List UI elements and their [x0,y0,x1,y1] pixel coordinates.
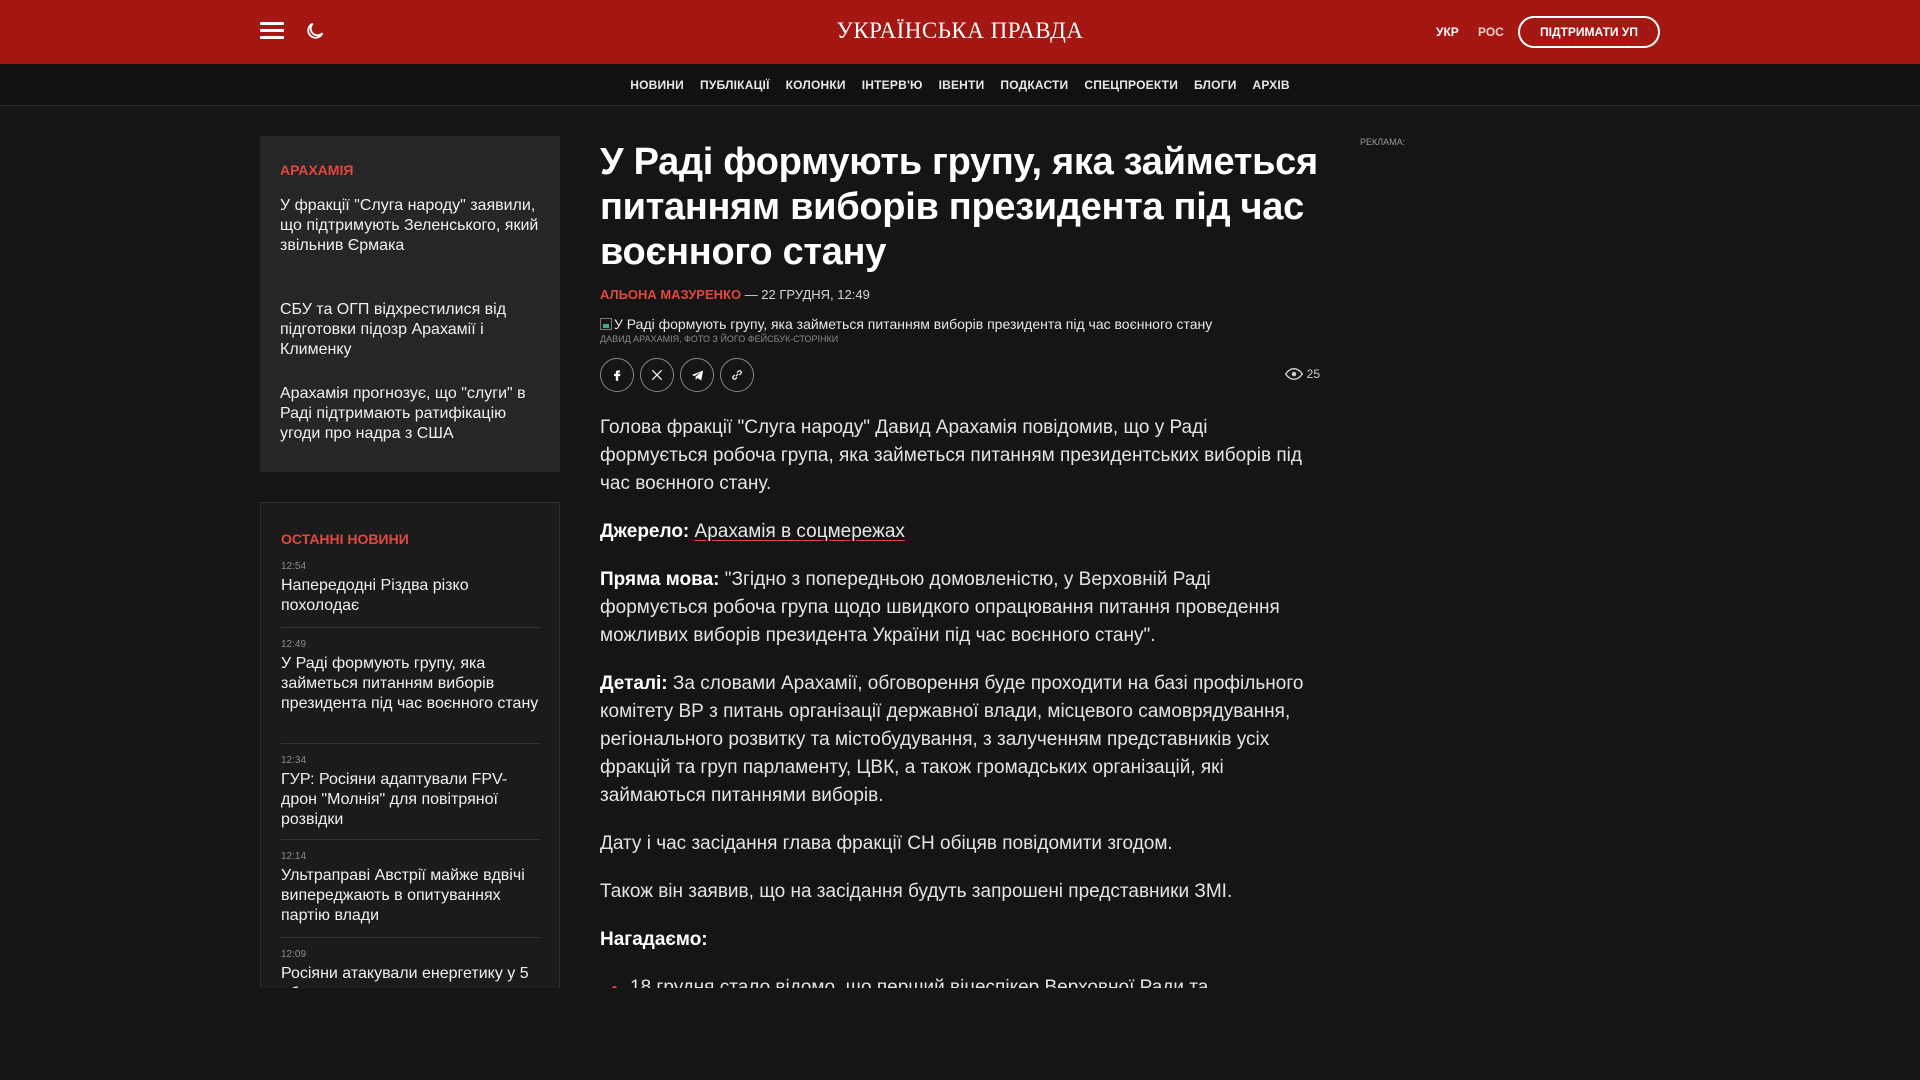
share-bar [600,358,1320,392]
news-time: 12:09 [281,949,307,960]
tag-item[interactable]: СБУ та ОГП відхрестилися від підготовки підозр Арахамії і Клименку [280,301,507,358]
paragraph: Дату і час засідання глава фракції СН обіцяв повідомити згодом. [600,833,1173,854]
news-time: 12:14 [281,851,307,862]
tag-panel [260,136,560,472]
news-title[interactable]: Напередодні Різдва різко похолодає [281,577,469,614]
facebook-icon [610,368,624,382]
article-photo [600,316,1320,332]
article-date: — 22 ГРУДНЯ, 12:49 [741,287,870,302]
photo-alt-text: У Раді формують групу, яка займеться питанням виборів президента під час воєнного стану [614,316,1213,332]
support-button[interactable]: ПІДТРИМАТИ УП [1518,16,1660,48]
remind-label: Нагадаємо: [600,929,708,950]
article-meta [600,287,1320,302]
nav-item-blogs[interactable]: БЛОГИ [1194,78,1237,92]
site-logo[interactable]: УКРАЇНСЬКА ПРАВДА [836,18,1084,43]
nav-item-columns[interactable]: КОЛОНКИ [785,78,846,92]
source-link[interactable]: Арахамія в соцмережах [694,521,905,542]
quote-label: Пряма мова: [600,569,720,590]
article-headline: У Раді формують групу, яка займеться питанням виборів президента під час воєнного стану [600,141,1318,273]
nav-item-interview[interactable]: ІНТЕРВ'Ю [861,78,923,92]
photo-caption: ДАВИД АРАХАМІЯ, ФОТО З ЙОГО ФЕЙСБУК-СТОРІНКИ [600,334,839,344]
main-nav [0,64,1920,106]
quote-text: "Згідно з попередньою домовленістю, у Верховній Раді формується робоча група щодо швидкого опрацювання питання проведення можливих виборів президента України під час воєнного стану". [600,569,1280,646]
ad-label: РЕКЛАМА: [1360,137,1406,147]
dark-mode-icon[interactable] [304,20,326,42]
lang-ros-link[interactable]: РОС [1478,25,1504,39]
page-bottom [0,988,1920,1080]
link-icon [730,368,744,382]
tag-item[interactable]: У фракції "Слуга народу" заявили, що підтримують Зеленського, який звільнив Єрмака [280,197,539,254]
nav-item-podcasts[interactable]: ПОДКАСТИ [1000,78,1069,92]
eye-icon [1285,368,1303,380]
divider [281,839,539,840]
facebook-share-button[interactable] [600,358,634,392]
article-body [600,414,1320,1002]
list-item[interactable] [281,561,539,616]
news-title[interactable]: ГУР: Росіяни адаптували FPV-дрон "Молнія" для повітряної розвідки [281,771,508,828]
tag-title[interactable]: АРАХАМІЯ [280,162,354,178]
details-label: Деталі: [600,673,668,694]
views-count: 25 [1306,367,1320,381]
telegram-icon [690,368,705,383]
source-paragraph [600,518,1320,546]
divider [281,627,539,628]
list-item[interactable] [281,755,539,830]
site-header [0,0,1920,64]
nav-item-specprojects[interactable]: СПЕЦПРОЕКТИ [1084,78,1179,92]
x-icon [650,368,664,382]
news-time: 12:49 [281,639,307,650]
remind-paragraph [600,926,1320,954]
divider [281,743,539,744]
menu-icon[interactable] [260,22,284,40]
x-share-button[interactable] [640,358,674,392]
copy-link-button[interactable] [720,358,754,392]
nav-item-events[interactable]: ІВЕНТИ [938,78,985,92]
details-paragraph [600,670,1320,810]
source-label: Джерело: [600,521,690,542]
telegram-share-button[interactable] [680,358,714,392]
tag-item[interactable]: Арахамія прогнозує, що "слуги" в Раді підтримають ратифікацію угоди про надра з США [280,385,526,442]
news-time: 12:54 [281,561,307,572]
paragraph: Голова фракції "Слуга народу" Давид Арахамія повідомив, що у Раді формується робоча група, яка займеться питанням президентських виборів під час воєнного стану. [600,417,1302,494]
lang-ukr-link[interactable]: УКР [1436,25,1459,39]
nav-item-publications[interactable]: ПУБЛІКАЦІЇ [700,78,770,92]
nav-item-archive[interactable]: АРХІВ [1252,78,1290,92]
latest-news-title[interactable]: ОСТАННІ НОВИНИ [281,531,409,547]
list-item[interactable] [281,639,539,714]
nav-item-news[interactable]: НОВИНИ [630,78,685,92]
news-time: 12:34 [281,755,307,766]
author-link[interactable]: АЛЬОНА МАЗУРЕНКО [600,287,742,302]
article [600,140,1320,1002]
details-text: За словами Арахамії, обговорення буде проходити на базі профільного комітету ВР з питань організації державної влади, місцевого самоврядування, регіонального розвитку та містобудування, з залученням представників усіх фракцій та груп парламенту, ЦВК, а також громадських організацій, які займаються питаннями виборів. [600,673,1304,806]
paragraph: Також він заявив, що на засідання будуть запрошені представники ЗМІ. [600,881,1233,902]
quote-paragraph [600,566,1320,650]
divider [281,937,539,938]
views-counter [1285,367,1320,381]
list-item[interactable] [281,851,539,926]
news-title[interactable]: У Раді формують групу, яка займеться питанням виборів президента під час воєнного стану [281,655,539,712]
broken-image-icon [600,318,612,330]
latest-news-panel [260,502,560,994]
news-title[interactable]: Ультраправі Австрії майже вдвічі випереджають в опитуваннях партію влади [281,867,525,924]
news-title[interactable]: Росіяни атакували енергетику у 5 [281,965,529,982]
